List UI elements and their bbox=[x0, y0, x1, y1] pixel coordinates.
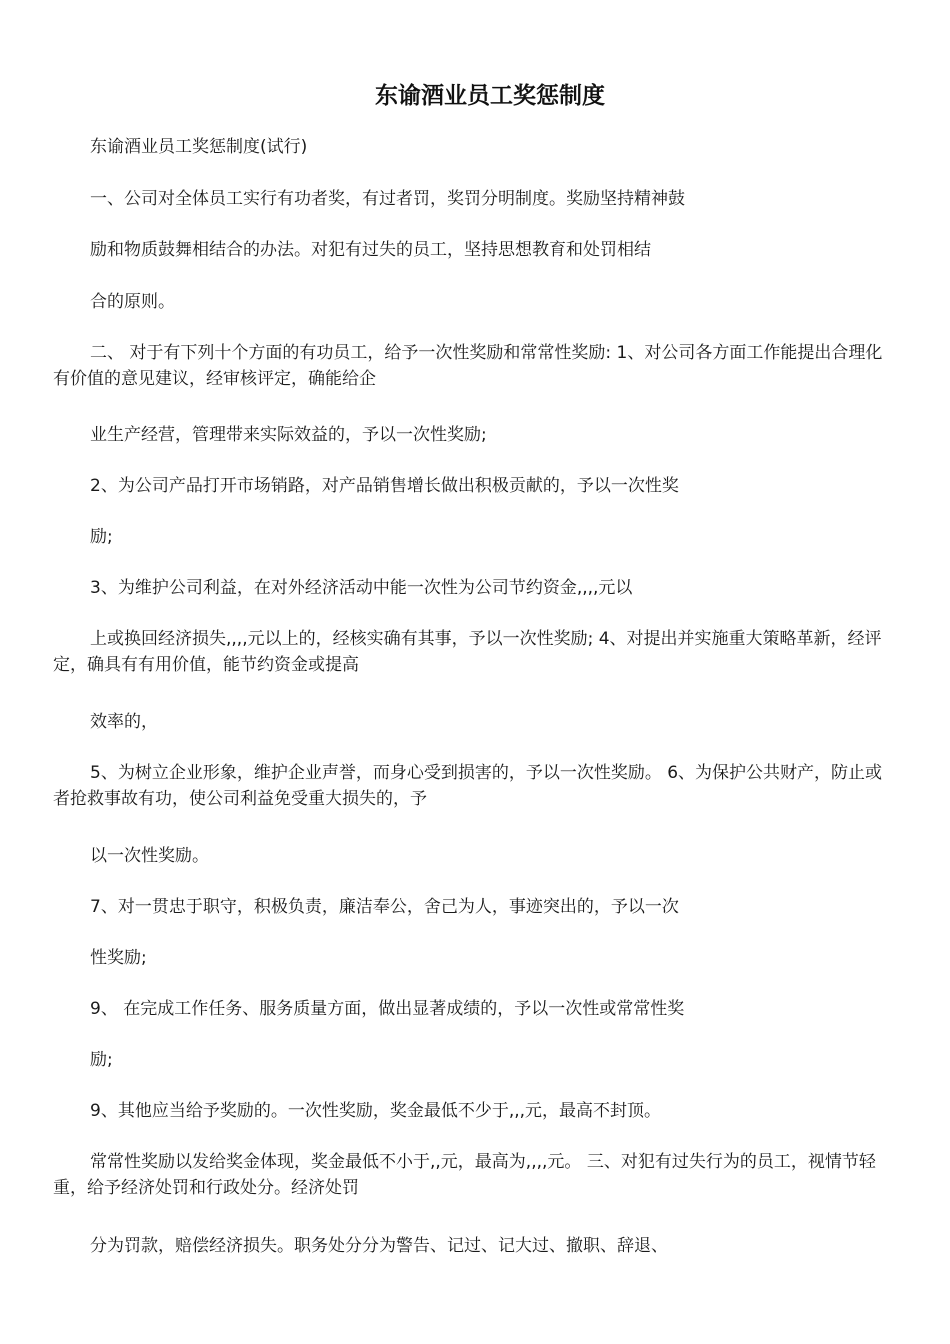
paragraph: 分为罚款，赔偿经济损失。职务处分分为警告、记过、记大过、撤职、辞退、 bbox=[90, 1236, 668, 1256]
paragraph: 9、其他应当给予奖励的。一次性奖励，奖金最低不少于,,,元，最高不封顶。 bbox=[90, 1101, 662, 1121]
paragraph: 励; bbox=[90, 1050, 113, 1070]
document-title: 东谕酒业员工奖惩制度 bbox=[375, 82, 605, 109]
paragraph: 5、为树立企业形象，维护企业声誉，而身心受到损害的，予以一次性奖励。 6、为保护公共财产，防止或者抢救事故有功，使公司利益免受重大损失的，予 bbox=[53, 763, 883, 809]
paragraph: 上或换回经济损失,,,,元以上的，经核实确有其事，予以一次性奖励; 4、对提出并实施重大策略革新，经评定，确具有有用价值，能节约资金或提高 bbox=[53, 629, 882, 675]
paragraph: 7、对一贯忠于职守，积极负责，廉洁奉公，舍己为人，事迹突出的，予以一次 bbox=[90, 897, 679, 917]
paragraph: 一、公司对全体员工实行有功者奖，有过者罚，奖罚分明制度。奖励坚持精神鼓 bbox=[90, 189, 685, 209]
paragraph: 励; bbox=[90, 527, 113, 547]
paragraph: 效率的， bbox=[90, 712, 158, 732]
paragraph: 励和物质鼓舞相结合的办法。对犯有过失的员工，坚持思想教育和处罚相结 bbox=[90, 240, 651, 260]
paragraph: 业生产经营，管理带来实际效益的，予以一次性奖励; bbox=[90, 425, 487, 445]
paragraph: 3、为维护公司利益，在对外经济活动中能一次性为公司节约资金,,,,元以 bbox=[90, 578, 633, 598]
paragraph: 以一次性奖励。 bbox=[90, 846, 209, 866]
paragraph: 常常性奖励以发给奖金体现，奖金最低不小于,,元，最高为,,,,元。 三、对犯有过失行为的员工，视情节轻重，给予经济处罚和行政处分。经济处罚 bbox=[53, 1152, 876, 1198]
paragraph-subtitle: 东谕酒业员工奖惩制度(试行) bbox=[90, 137, 308, 157]
paragraph: 二、 对于有下列十个方面的有功员工，给予一次性奖励和常常性奖励: 1、对公司各方面工作能提出合理化有价值的意见建议，经审核评定，确能给企 bbox=[53, 343, 883, 389]
paragraph: 性奖励; bbox=[90, 948, 147, 968]
paragraph: 2、为公司产品打开市场销路，对产品销售增长做出积极贡献的，予以一次性奖 bbox=[90, 476, 679, 496]
paragraph: 合的原则。 bbox=[90, 292, 175, 312]
paragraph: 9、 在完成工作任务、服务质量方面，做出显著成绩的，予以一次性或常常性奖 bbox=[90, 999, 685, 1019]
